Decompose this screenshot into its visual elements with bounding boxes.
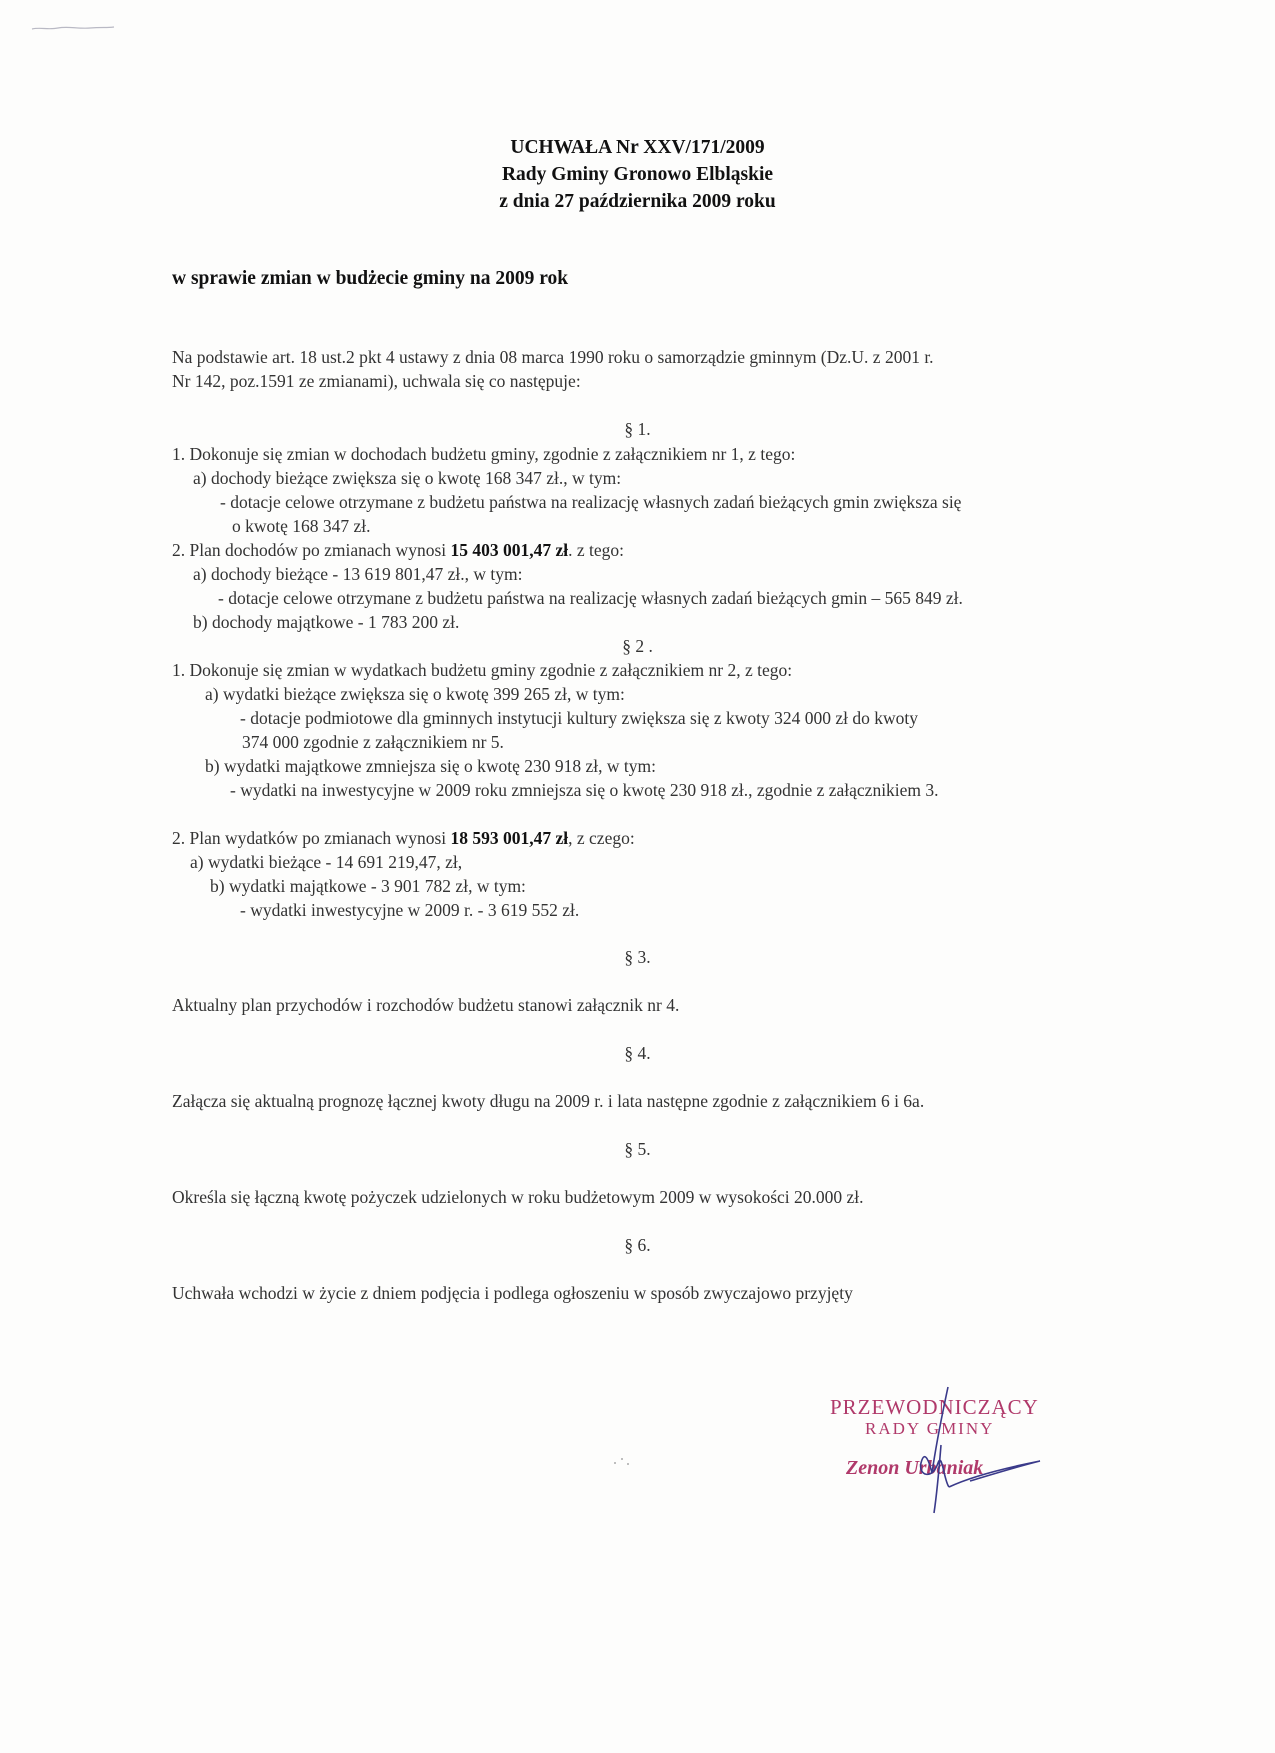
section-4-heading: § 4. xyxy=(624,1043,651,1063)
council-name: Rady Gminy Gronowo Elbląskie xyxy=(501,164,774,185)
section-6-heading: § 6. xyxy=(624,1235,651,1255)
resolution-subject: w sprawie zmian w budżecie gminy na 2009 rok xyxy=(172,268,569,289)
section-2-point-2b: b) wydatki majątkowe - 3 901 782 zł, w tym: xyxy=(210,876,526,896)
section-3-heading: § 3. xyxy=(624,947,651,967)
section-6-text: Uchwała wchodzi w życie z dniem podjęcia i podlega ogłoszeniu w sposób zwyczajowo przyjęty xyxy=(172,1283,853,1303)
section-2-point-1b: b) wydatki majątkowe zmniejsza się o kwotę 230 918 zł, w tym: xyxy=(205,756,657,776)
section-5-text: Określa się łączną kwotę pożyczek udzielonych w roku budżetowym 2009 w wysokości 20.000 zł. xyxy=(172,1187,864,1207)
scan-artifact-mark xyxy=(30,24,116,32)
expenditure-plan-suffix: , z czego: xyxy=(568,828,635,848)
section-1-point-1a-sub-line-1: - dotacje celowe otrzymane z budżetu państwa na realizację własnych zadań bieżących gmin zwiększa się xyxy=(220,492,962,512)
section-2-point-1a-sub-line-1: - dotacje podmiotowe dla gminnych instytucji kultury zwiększa się z kwoty 324 000 zł do kwoty xyxy=(240,708,918,728)
section-2-point-1a-sub-line-2: 374 000 zgodnie z załącznikiem nr 5. xyxy=(242,732,504,752)
section-2-point-1: 1. Dokonuje się zmian w wydatkach budżetu gminy zgodnie z załącznikiem nr 2, z tego: xyxy=(172,660,793,680)
section-1-point-2b: b) dochody majątkowe - 1 783 200 zł. xyxy=(193,612,460,632)
section-1-point-1a-sub-line-2: o kwotę 168 347 zł. xyxy=(232,516,371,536)
resolution-date: z dnia 27 października 2009 roku xyxy=(499,191,776,212)
chairman-stamp xyxy=(820,1385,1060,1515)
section-1-point-2a: a) dochody bieżące - 13 619 801,47 zł., w tym: xyxy=(193,564,523,584)
section-1-point-2 xyxy=(172,539,624,561)
section-1-point-2a-sub: - dotacje celowe otrzymane z budżetu państwa na realizację własnych zadań bieżących gmin – 565 849 zł. xyxy=(218,588,963,608)
expenditure-plan-amount: 18 593 001,47 zł xyxy=(450,828,569,848)
revenue-plan-label: 2. Plan dochodów po zmianach wynosi xyxy=(172,540,451,560)
section-2-point-1b-sub: - wydatki na inwestycyjne w 2009 roku zmniejsza się o kwotę 230 918 zł., zgodnie z załącznikiem 3. xyxy=(230,780,939,800)
stamp-name: Zenon Urbaniak xyxy=(846,1457,984,1479)
section-1-point-1a: a) dochody bieżące zwiększa się o kwotę 168 347 zł., w tym: xyxy=(193,468,622,488)
stamp-subtitle: RADY GMINY xyxy=(865,1419,995,1438)
section-3-text: Aktualny plan przychodów i rozchodów budżetu stanowi załącznik nr 4. xyxy=(172,995,680,1015)
handwritten-signature xyxy=(820,1385,1060,1515)
resolution-number: UCHWAŁA Nr XXV/171/2009 xyxy=(510,137,765,158)
section-2-point-2b-sub: - wydatki inwestycyjne w 2009 r. - 3 619 552 zł. xyxy=(240,900,580,920)
revenue-plan-suffix: . z tego: xyxy=(568,540,625,560)
section-1-heading: § 1. xyxy=(624,419,651,439)
section-5-heading: § 5. xyxy=(624,1139,651,1159)
section-2-point-2 xyxy=(172,827,635,849)
section-2-heading: § 2 . xyxy=(622,636,653,656)
section-2-point-2a: a) wydatki bieżące - 14 691 219,47, zł, xyxy=(190,852,463,872)
section-2-point-1a: a) wydatki bieżące zwiększa się o kwotę 399 265 zł, w tym: xyxy=(205,684,625,704)
expenditure-plan-label: 2. Plan wydatków po zmianach wynosi xyxy=(172,828,451,848)
section-1-point-1: 1. Dokonuje się zmian w dochodach budżetu gminy, zgodnie z załącznikiem nr 1, z tego: xyxy=(172,444,796,464)
section-4-text: Załącza się aktualną prognozę łącznej kwoty długu na 2009 r. i lata następne zgodnie z załącznikiem 6 i 6a. xyxy=(172,1091,925,1111)
revenue-plan-amount: 15 403 001,47 zł xyxy=(450,540,569,560)
preamble-line-1: Na podstawie art. 18 ust.2 pkt 4 ustawy z dnia 08 marca 1990 roku o samorządzie gminnym (Dz.U. z 2001 r. xyxy=(172,347,934,367)
scan-dots-artifact xyxy=(611,1454,635,1468)
stamp-title: PRZEWODNICZĄCY xyxy=(830,1395,1039,1419)
preamble-line-2: Nr 142, poz.1591 ze zmianami), uchwala się co następuje: xyxy=(172,371,581,391)
